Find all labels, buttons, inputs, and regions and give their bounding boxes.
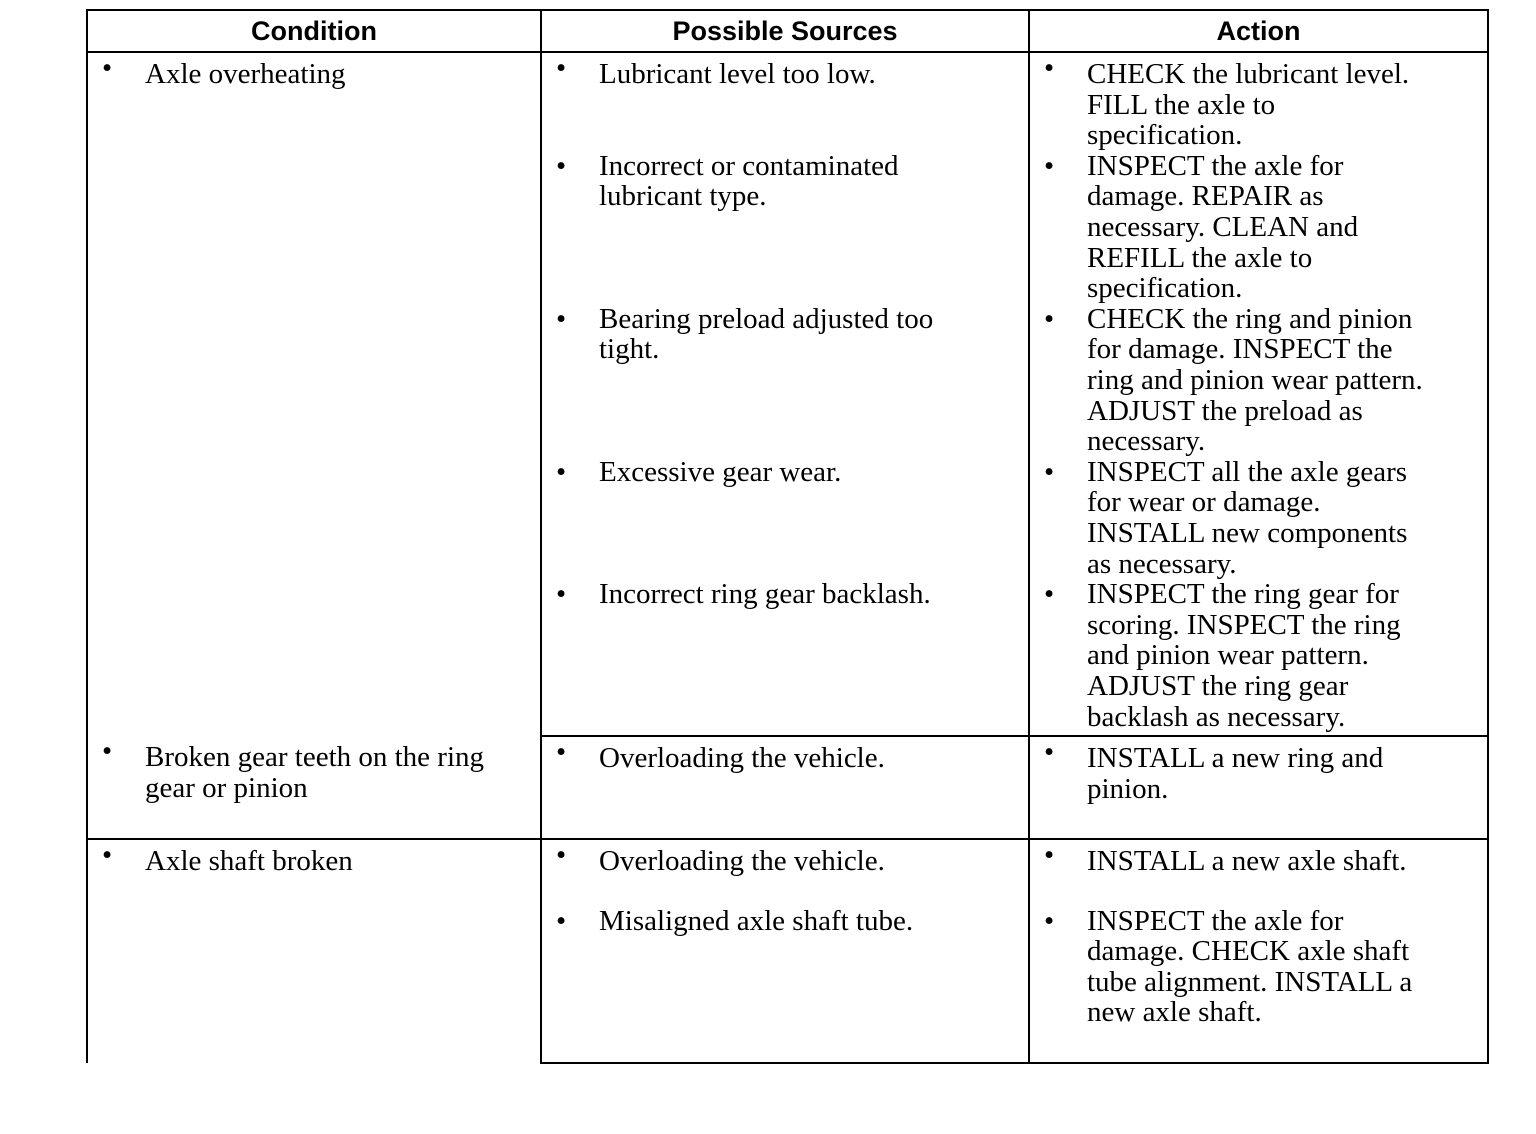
text-line: lubricant type. [599, 180, 767, 213]
bullet-icon: • [1044, 735, 1055, 768]
bullet-icon: • [556, 578, 567, 611]
source-item [542, 737, 1028, 774]
action-cell [1029, 579, 1488, 736]
text-line: damage. REPAIR as [1087, 180, 1324, 213]
source-cell [541, 579, 1029, 736]
text-line: ADJUST the preload as [1087, 394, 1363, 427]
text-line: INSTALL new components [1087, 516, 1408, 549]
action-cell [1029, 736, 1488, 839]
bullet-icon: • [556, 455, 567, 488]
source-cell [541, 906, 1029, 1063]
bullet-icon: • [1044, 904, 1055, 937]
text-line: necessary. [1087, 425, 1206, 458]
text-line: Overloading the vehicle. [599, 844, 885, 877]
text-line: CHECK the lubricant level. [1087, 58, 1410, 90]
action-item [1030, 906, 1487, 1028]
text-line: Overloading the vehicle. [599, 741, 885, 774]
action-item [1030, 457, 1487, 579]
text-line: Excessive gear wear. [599, 455, 842, 488]
text-line: Incorrect or contaminated [599, 149, 899, 182]
action-cell [1029, 457, 1488, 579]
bullet-icon: • [556, 52, 567, 84]
bullet-icon: • [556, 735, 567, 768]
action-item [1030, 579, 1487, 732]
text-line: pinion. [1087, 772, 1169, 805]
action-item [1030, 53, 1487, 151]
text-line: tube alignment. INSTALL a [1087, 965, 1413, 998]
bullet-icon: • [556, 838, 567, 871]
bullet-icon: • [102, 52, 113, 84]
text-line: tight. [599, 333, 660, 366]
text-line: CHECK the ring and pinion [1087, 302, 1413, 335]
text-line: specification. [1087, 272, 1243, 305]
header-row [87, 10, 1488, 52]
bullet-icon: • [1044, 302, 1055, 335]
source-cell [541, 52, 1029, 151]
text-line: Bearing preload adjusted too [599, 302, 934, 335]
bullet-icon: • [1044, 52, 1055, 84]
text-line: INSPECT the axle for [1087, 904, 1344, 937]
text-line: FILL the axle to [1087, 88, 1276, 121]
bullet-icon: • [556, 904, 567, 937]
table-row [87, 52, 1488, 151]
bullet-icon: • [1044, 455, 1055, 488]
condition-cell [87, 52, 541, 736]
action-item [1030, 304, 1487, 457]
text-line: Axle overheating [145, 58, 346, 90]
text-line: specification. [1087, 119, 1243, 152]
source-cell [541, 839, 1029, 906]
source-item [542, 906, 1028, 937]
source-item [542, 840, 1028, 877]
bullet-icon: • [102, 838, 113, 871]
text-line: Lubricant level too low. [599, 58, 876, 90]
text-line: scoring. INSPECT the ring [1087, 608, 1401, 641]
text-line: backlash as necessary. [1087, 700, 1346, 733]
text-line: Axle shaft broken [145, 844, 353, 877]
condition-item [88, 736, 540, 803]
text-line: Broken gear teeth on the ring [145, 740, 485, 773]
source-cell [541, 151, 1029, 304]
source-item [542, 579, 1028, 610]
text-line: new axle shaft. [1087, 996, 1262, 1029]
text-line: gear or pinion [145, 771, 308, 804]
text-line: Misaligned axle shaft tube. [599, 904, 914, 937]
text-line: REFILL the axle to [1087, 241, 1313, 274]
source-cell [541, 457, 1029, 579]
bullet-icon: • [102, 734, 113, 767]
table-row [87, 736, 1488, 839]
bullet-icon: • [556, 149, 567, 182]
text-line: as necessary. [1087, 547, 1237, 580]
source-cell [541, 736, 1029, 839]
condition-item [88, 53, 540, 90]
action-item [1030, 840, 1487, 877]
text-line: necessary. CLEAN and [1087, 210, 1359, 243]
table-row [87, 839, 1488, 906]
condition-cell [87, 839, 541, 1063]
action-cell [1029, 906, 1488, 1063]
text-line: for damage. INSPECT the [1087, 333, 1393, 366]
text-line: Incorrect ring gear backlash. [599, 578, 931, 611]
header-possible-sources: Possible Sources [541, 10, 1029, 52]
bullet-icon: • [556, 302, 567, 335]
source-item [542, 53, 1028, 90]
bullet-icon: • [1044, 578, 1055, 611]
text-line: ADJUST the ring gear [1087, 669, 1349, 702]
action-item [1030, 737, 1487, 804]
bullet-icon: • [1044, 838, 1055, 871]
text-line: INSTALL a new ring and [1087, 741, 1384, 774]
condition-cell [87, 736, 541, 839]
text-line: damage. CHECK axle shaft [1087, 935, 1410, 968]
action-cell [1029, 304, 1488, 457]
text-line: INSTALL a new axle shaft. [1087, 844, 1407, 877]
condition-item [88, 840, 540, 877]
action-cell [1029, 151, 1488, 304]
header-condition: Condition [87, 10, 541, 52]
text-line: INSPECT all the axle gears [1087, 455, 1408, 488]
source-item [542, 304, 1028, 365]
source-item [542, 151, 1028, 212]
action-item [1030, 151, 1487, 304]
text-line: INSPECT the axle for [1087, 149, 1344, 182]
header-action: Action [1029, 10, 1488, 52]
source-item [542, 457, 1028, 488]
text-line: for wear or damage. [1087, 486, 1321, 519]
bullet-icon: • [1044, 149, 1055, 182]
source-cell [541, 304, 1029, 457]
troubleshooting-table [86, 9, 1489, 1064]
text-line: and pinion wear pattern. [1087, 639, 1369, 672]
action-cell [1029, 52, 1488, 151]
text-line: INSPECT the ring gear for [1087, 578, 1399, 611]
action-cell [1029, 839, 1488, 906]
text-line: ring and pinion wear pattern. [1087, 363, 1423, 396]
